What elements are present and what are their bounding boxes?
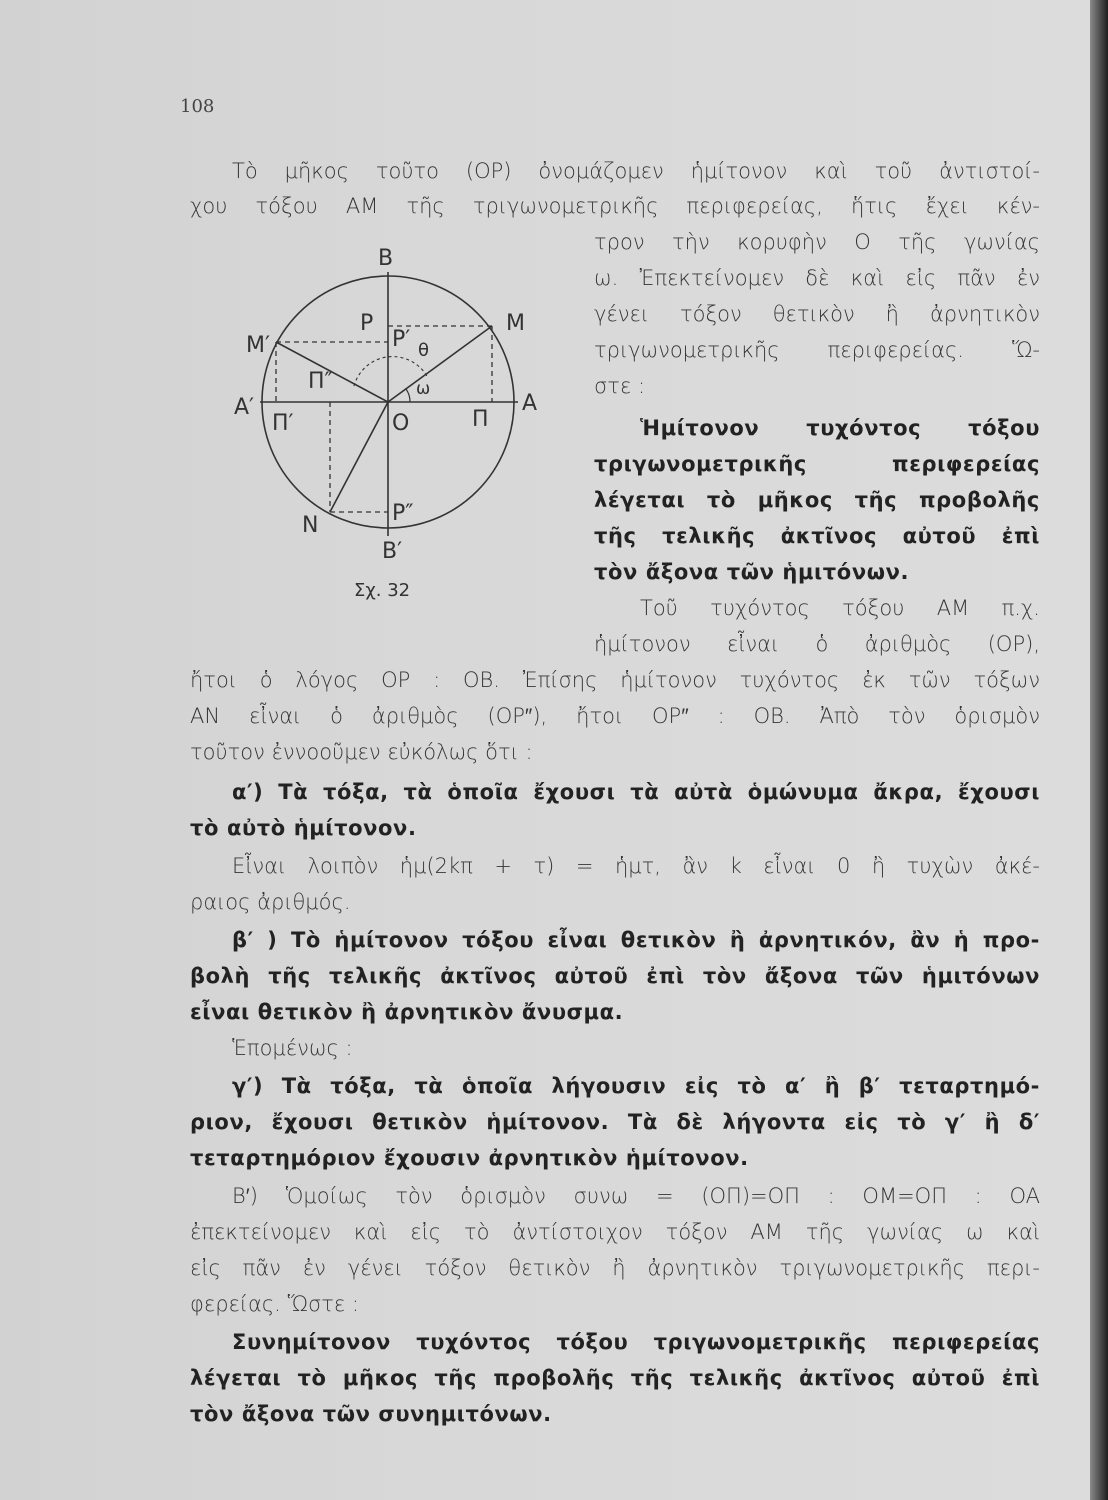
label-omega: ω	[416, 379, 431, 399]
label-Pi-double: Π″	[308, 369, 333, 394]
text-line: λέγεται τὸ μῆκος τῆς προβολῆς τῆς τελικῆς ἀκτῖνος αὐτοῦ ἐπὶ	[190, 1366, 1040, 1390]
text-line: Εἶναι λοιπὸν ἡμ(2kπ + τ) = ἡμτ, ἂν k εἶναι 0 ἢ τυχὼν ἀκέ-	[232, 854, 1040, 878]
book-spine	[1090, 0, 1108, 1500]
text-line: τεταρτημόριον ἔχουσιν ἀρνητικὸν ἡμίτονον.	[190, 1146, 749, 1170]
text-line: Συνημίτονον τυχόντος τόξου τριγωνομετρικῆς περιφερείας	[232, 1330, 1040, 1354]
text-line: ω. Ἐπεκτείνομεν δὲ καὶ εἰς πᾶν ἐν	[594, 266, 1040, 290]
text-line: Τοῦ τυχόντος τόξου ΑΜ π.χ.	[640, 596, 1040, 620]
text-line: χου τόξου ΑΜ τῆς τριγωνομετρικῆς περιφερείας, ἥτις ἔχει κέν-	[190, 194, 1040, 218]
text-line: Ἑπομένως :	[232, 1036, 353, 1060]
text-line: φερείας. Ὥστε :	[190, 1292, 360, 1316]
label-A-prime: A′	[234, 395, 255, 420]
text-line: βολὴ τῆς τελικῆς ἀκτῖνος αὐτοῦ ἐπὶ τὸν ἄξονα τῶν ἡμιτόνων	[190, 964, 1040, 988]
angle-arc-omega	[406, 389, 410, 402]
label-P-double: P″	[392, 501, 414, 526]
text-line: στε :	[594, 374, 646, 398]
text-line: τοῦτον ἐννοοῦμεν εὐκόλως ὅτι :	[190, 740, 533, 764]
label-Pi: Π	[472, 407, 489, 432]
text-line: γένει τόξον θετικὸν ἢ ἀρνητικὸν	[594, 302, 1040, 326]
text-line: λέγεται τὸ μῆκος τῆς προβολῆς	[594, 488, 1040, 512]
text-line: ἐπεκτείνομεν καὶ εἰς τὸ ἀντίστοιχον τόξον ΑΜ τῆς γωνίας ω καὶ	[190, 1220, 1040, 1244]
text-line: Β′) Ὁμοίως τὸν ὁρισμὸν συνω = (OΠ)=OΠ : OM=OΠ : OA	[232, 1184, 1040, 1208]
text-line: ἡμίτονον εἶναι ὁ ἀριθμὸς (OP),	[594, 632, 1040, 656]
text-line: Τὸ μῆκος τοῦτο (OP) ὀνομάζομεν ἡμίτονον καὶ τοῦ ἀντιστοί-	[232, 159, 1040, 183]
label-P-prime: P′	[392, 327, 411, 352]
text-line: ΑΝ εἶναι ὁ ἀριθμὸς (OP″), ἤτοι OP″ : OB. Ἀπὸ τὸν ὁρισμὸν	[190, 704, 1040, 728]
label-B: B	[378, 246, 394, 271]
text-line: ἤτοι ὁ λόγος OP : OB. Ἐπίσης ἡμίτονον τυχόντος ἐκ τῶν τόξων	[190, 668, 1040, 692]
text-line: β′ ) Τὸ ἡμίτονον τόξου εἶναι θετικὸν ἢ ἀρνητικόν, ἂν ἡ προ-	[232, 928, 1040, 952]
page-number: 108	[180, 96, 215, 117]
figure-caption: Σχ. 32	[354, 580, 411, 601]
label-B-prime: B′	[382, 539, 403, 564]
label-O: O	[392, 411, 410, 436]
label-M-prime: M′	[246, 333, 270, 358]
text-line: τριγωνομετρικῆς περιφερείας	[594, 452, 1040, 476]
text-line: ριον, ἔχουσι θετικὸν ἡμίτονον. Τὰ δὲ λήγοντα εἰς τὸ γ′ ἢ δ′	[190, 1110, 1040, 1134]
label-N: N	[302, 513, 319, 538]
label-P: P	[360, 311, 374, 336]
text-line: τὸν ἄξονα τῶν συνημιτόνων.	[190, 1402, 552, 1426]
radius-ON	[330, 402, 388, 512]
text-line: γ′) Τὰ τόξα, τὰ ὁποῖα λήγουσιν εἰς τὸ α′ ἢ β′ τεταρτημό-	[232, 1074, 1040, 1098]
text-line: εἰς πᾶν ἐν γένει τόξον θετικὸν ἢ ἀρνητικὸν τριγωνομετρικῆς περι-	[190, 1256, 1040, 1280]
text-line: εἶναι θετικὸν ἢ ἀρνητικὸν ἄνυσμα.	[190, 1000, 624, 1024]
text-line: α′) Τὰ τόξα, τὰ ὁποῖα ἔχουσι τὰ αὐτὰ ὁμώνυμα ἄκρα, ἔχουσι	[232, 780, 1040, 804]
text-line: τρον τὴν κορυφὴν O τῆς γωνίας	[594, 230, 1040, 254]
label-M: M	[506, 311, 525, 336]
text-line: Ἡμίτονον τυχόντος τόξου	[640, 416, 1040, 440]
unit-circle-figure	[228, 240, 568, 620]
label-theta: θ	[418, 340, 430, 361]
text-line: ραιος ἀριθμός.	[190, 890, 351, 914]
text-line: τὸν ἄξονα τῶν ἡμιτόνων.	[594, 560, 910, 584]
label-Pi-prime: Π′	[272, 411, 294, 436]
label-A: A	[522, 391, 538, 416]
text-line: τῆς τελικῆς ἀκτῖνος αὐτοῦ ἐπὶ	[594, 524, 1040, 548]
text-line: τριγωνομετρικῆς περιφερείας. Ὥ-	[594, 338, 1040, 362]
text-line: τὸ αὐτὸ ἡμίτονον.	[190, 816, 417, 840]
